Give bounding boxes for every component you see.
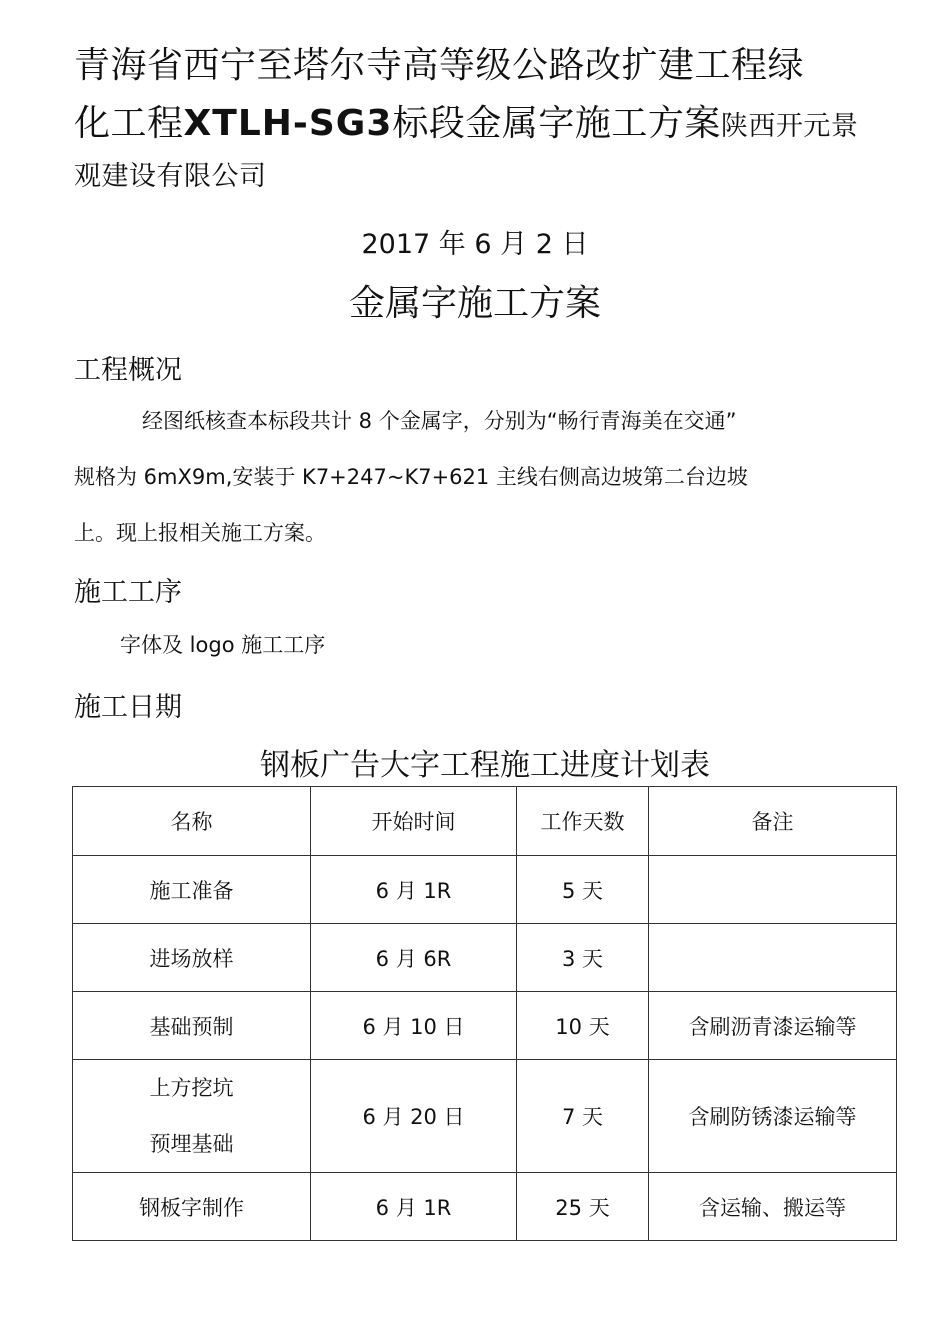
section-heading-overview: 工程概况 xyxy=(74,355,182,386)
cell-start: 6 月 20 日 xyxy=(311,1060,517,1173)
section-code: XTLH-SG3 xyxy=(183,103,393,144)
cell-days: 7 天 xyxy=(517,1060,649,1173)
schedule-table xyxy=(72,786,897,1241)
cell-name-line-1: 上方挖坑 xyxy=(149,1076,234,1100)
cell-start: 6 月 1R xyxy=(311,1173,517,1241)
overview-paragraph-line-1: 经图纸核查本标段共计 8 个金属字，分别为“畅行青海美在交通” xyxy=(142,409,737,433)
table-row xyxy=(73,992,897,1060)
cell-start: 6 月 1R xyxy=(311,856,517,924)
cell-days: 10 天 xyxy=(517,992,649,1060)
cell-days: 5 天 xyxy=(517,856,649,924)
cell-note: 含刷防锈漆运输等 xyxy=(649,1060,897,1173)
cell-note xyxy=(649,924,897,992)
organization-name-end: 观建设有限公司 xyxy=(74,161,267,192)
table-row xyxy=(73,856,897,924)
cell-name: 施工准备 xyxy=(73,856,311,924)
cell-name: 进场放样 xyxy=(73,924,311,992)
table-header-row xyxy=(73,787,897,856)
cell-start: 6 月 10 日 xyxy=(311,992,517,1060)
document-heading: 金属字施工方案 xyxy=(348,283,601,324)
overview-paragraph-line-3: 上。现上报相关施工方案。 xyxy=(74,521,326,545)
document-date: 2017 年 6 月 2 日 xyxy=(361,229,589,260)
title-prefix: 化工程 xyxy=(74,103,184,144)
cell-note: 含运输、搬运等 xyxy=(649,1173,897,1241)
cell-name xyxy=(73,1060,311,1173)
cell-name-line-2: 预埋基础 xyxy=(149,1132,234,1156)
table-title: 钢板广告大字工程施工进度计划表 xyxy=(260,748,710,783)
cell-name: 钢板字制作 xyxy=(73,1173,311,1241)
section-heading-schedule: 施工日期 xyxy=(74,692,182,723)
cell-note xyxy=(649,856,897,924)
process-paragraph: 字体及 logo 施工工序 xyxy=(120,633,326,657)
cell-note: 含刷沥青漆运输等 xyxy=(649,992,897,1060)
cell-days: 25 天 xyxy=(517,1173,649,1241)
cell-start: 6 月 6R xyxy=(311,924,517,992)
column-header-note: 备注 xyxy=(649,787,897,856)
table-row xyxy=(73,1060,897,1173)
table-row xyxy=(73,1173,897,1241)
section-heading-process: 施工工序 xyxy=(74,577,182,608)
cell-days: 3 天 xyxy=(517,924,649,992)
organization-name-start: 陕西开元景 xyxy=(720,111,859,142)
column-header-name: 名称 xyxy=(73,787,311,856)
column-header-start: 开始时间 xyxy=(311,787,517,856)
document-title-line-2 xyxy=(74,94,874,157)
document-title-line-1: 青海省西宁至塔尔寺高等级公路改扩建工程绿 xyxy=(74,45,805,86)
title-suffix: 标段金属字施工方案 xyxy=(392,103,721,144)
cell-name: 基础预制 xyxy=(73,992,311,1060)
column-header-days: 工作天数 xyxy=(517,787,649,856)
table-row xyxy=(73,924,897,992)
overview-paragraph-line-2: 规格为 6mX9m,安装于 K7+247~K7+621 主线右侧高边坡第二台边坡 xyxy=(74,465,748,489)
